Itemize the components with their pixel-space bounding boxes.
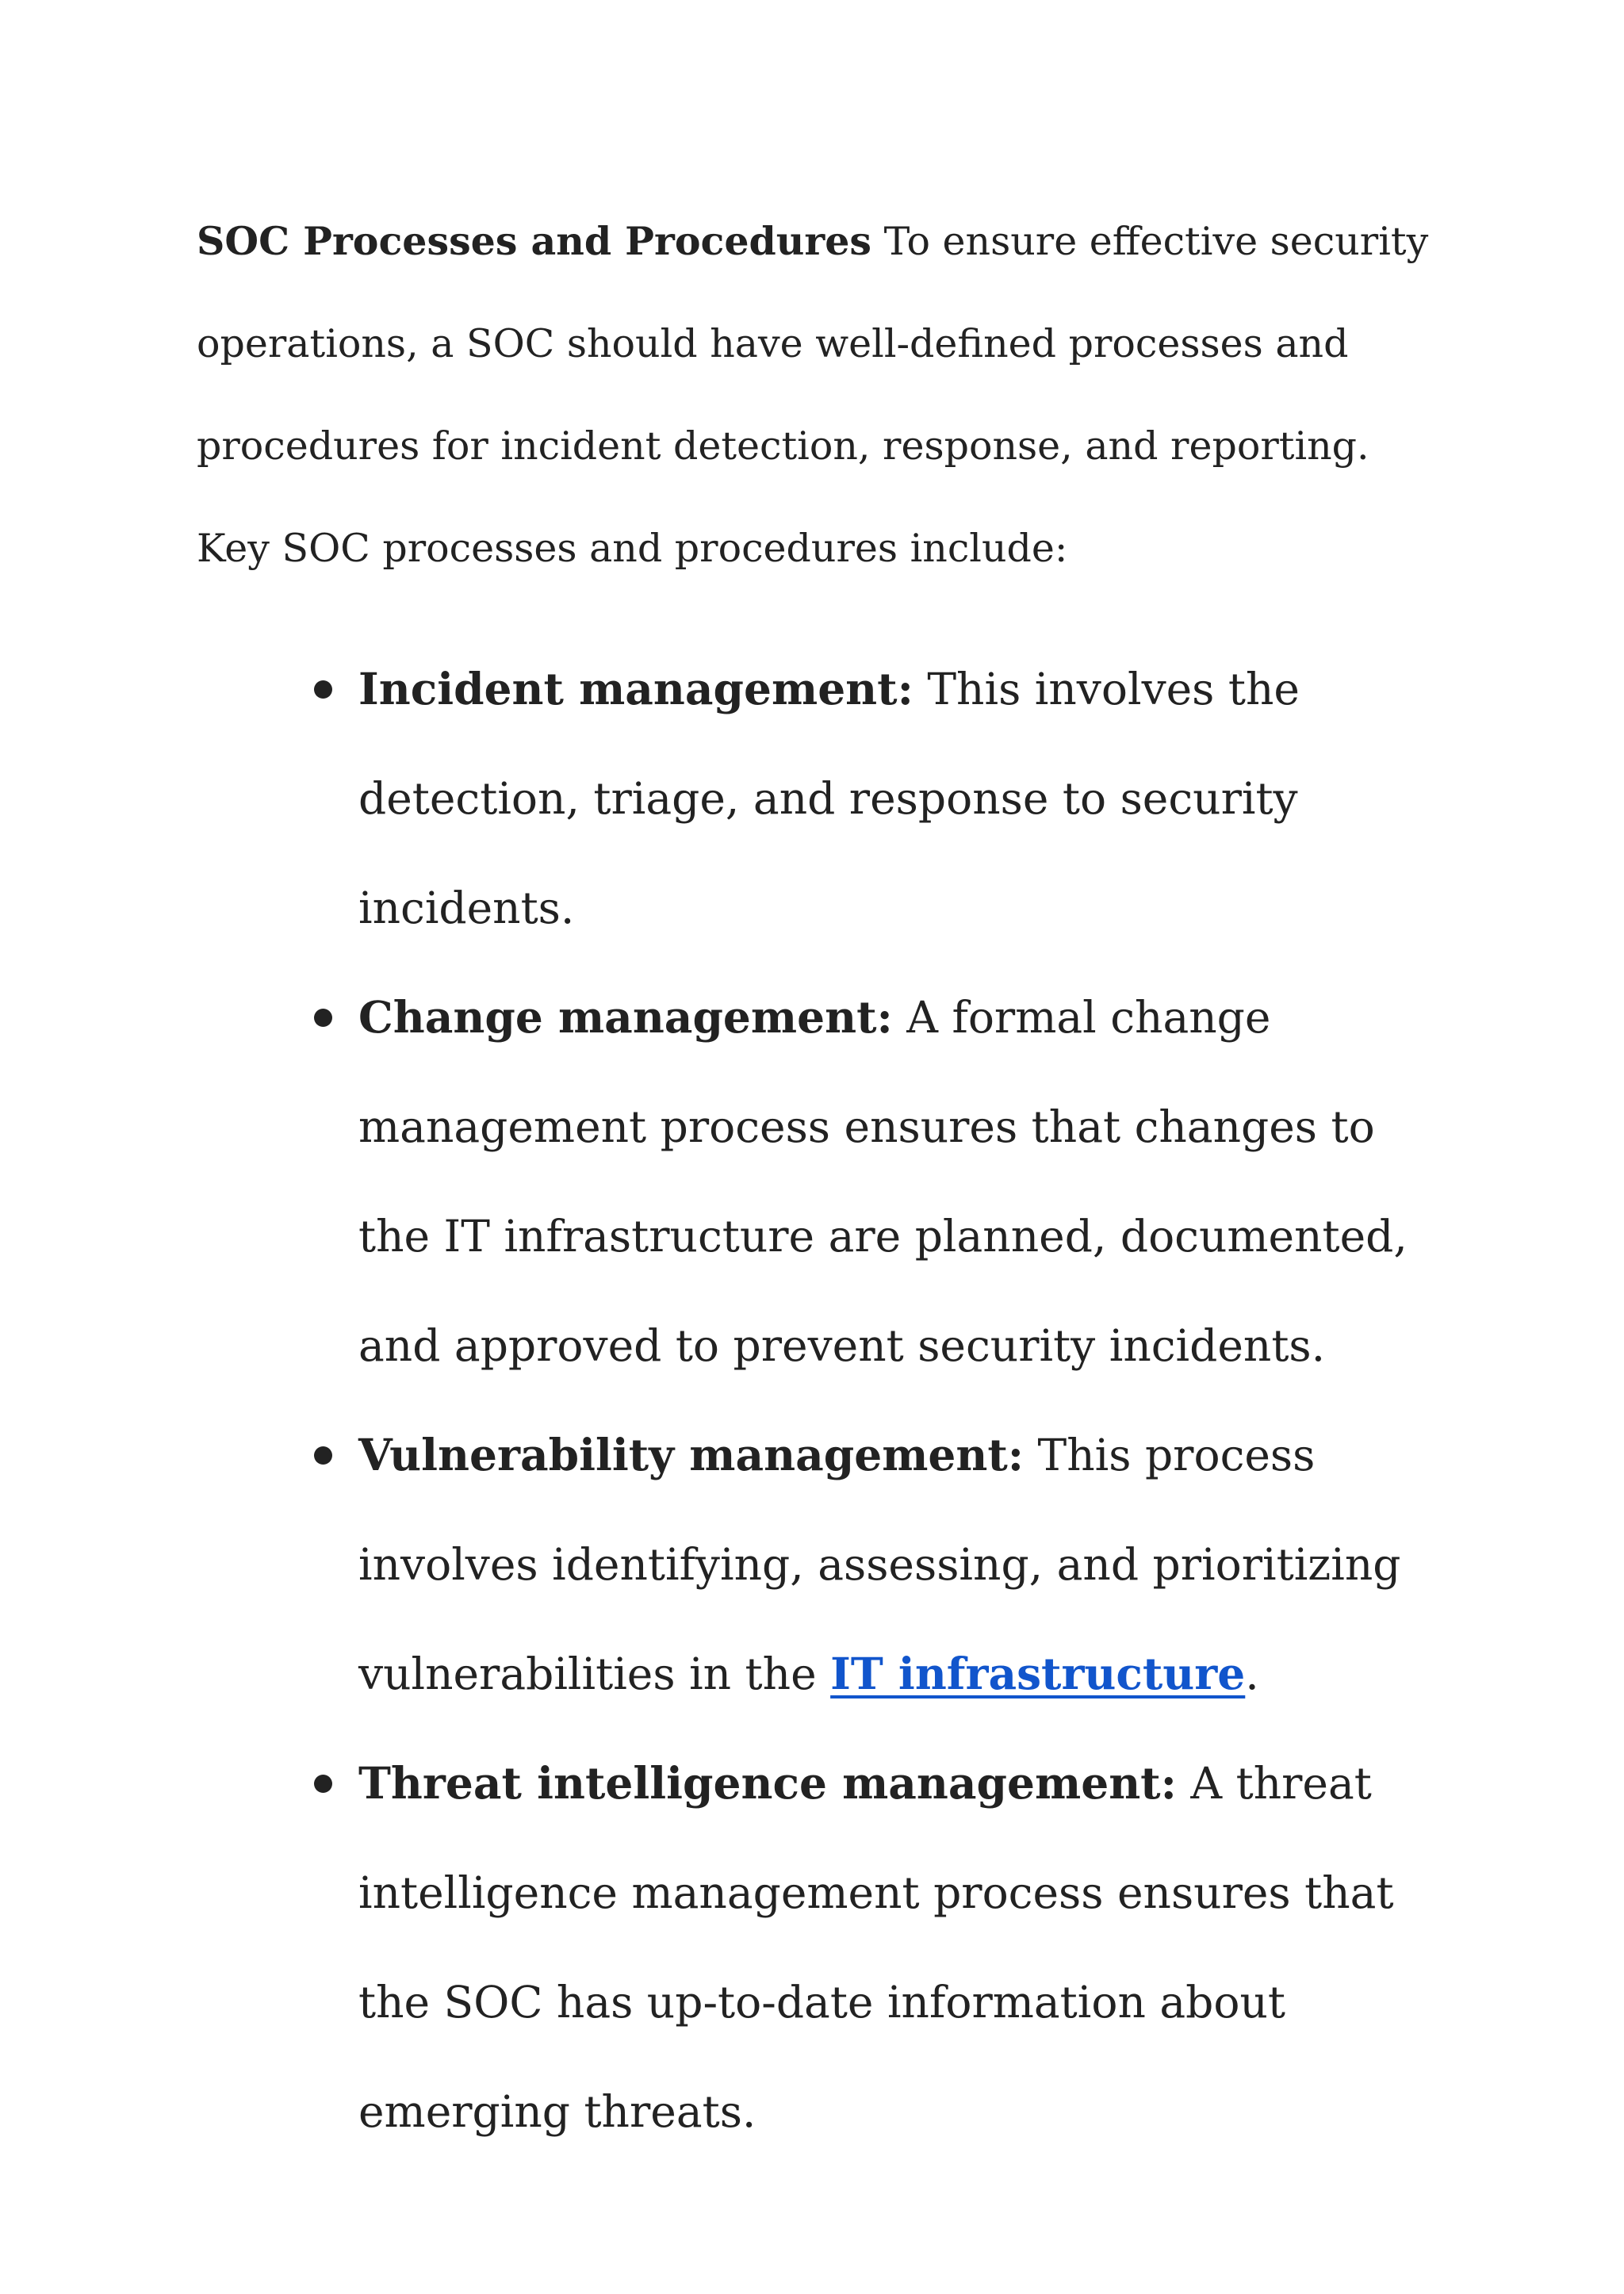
section-heading: SOC Processes and Procedures	[197, 218, 871, 264]
list-item-text-end: .	[1245, 1649, 1259, 1699]
intro-paragraph	[197, 190, 1450, 599]
bullet-icon	[314, 1775, 332, 1793]
list-item-threat-intelligence-management	[358, 1729, 1453, 2166]
list-item-incident-management	[358, 634, 1453, 963]
bullet-icon	[314, 1446, 332, 1465]
process-list	[358, 634, 1453, 2166]
list-item-term: Vulnerability management:	[358, 1429, 1025, 1480]
list-item-term: Change management:	[358, 991, 893, 1043]
list-item-text: This process involves identifying, assessing, and prioritizing vulnerabilities in the	[358, 1430, 1401, 1699]
it-infrastructure-link[interactable]: IT infrastructure	[830, 1648, 1246, 1699]
list-item-term: Threat intelligence management:	[358, 1757, 1177, 1809]
list-item-text: A formal change management process ensures that changes to the IT infrastructure are planned, documented, and approved to prevent security incidents.	[358, 992, 1408, 1371]
list-item-change-management	[358, 963, 1453, 1400]
list-item-vulnerability-management	[358, 1400, 1453, 1729]
bullet-icon	[314, 680, 332, 699]
list-item-text: This involves the detection, triage, and response to security incidents.	[358, 664, 1300, 933]
list-item-term: Incident management:	[358, 663, 914, 714]
intro-text: To ensure effective security operations, a SOC should have well-defined processes and procedures for incident detection, response, and reporting. Key SOC processes and procedures include:	[197, 219, 1429, 571]
bullet-icon	[314, 1009, 332, 1027]
list-item-text: A threat intelligence management process ensures that the SOC has up-to-date information about emerging threats.	[358, 1758, 1394, 2137]
